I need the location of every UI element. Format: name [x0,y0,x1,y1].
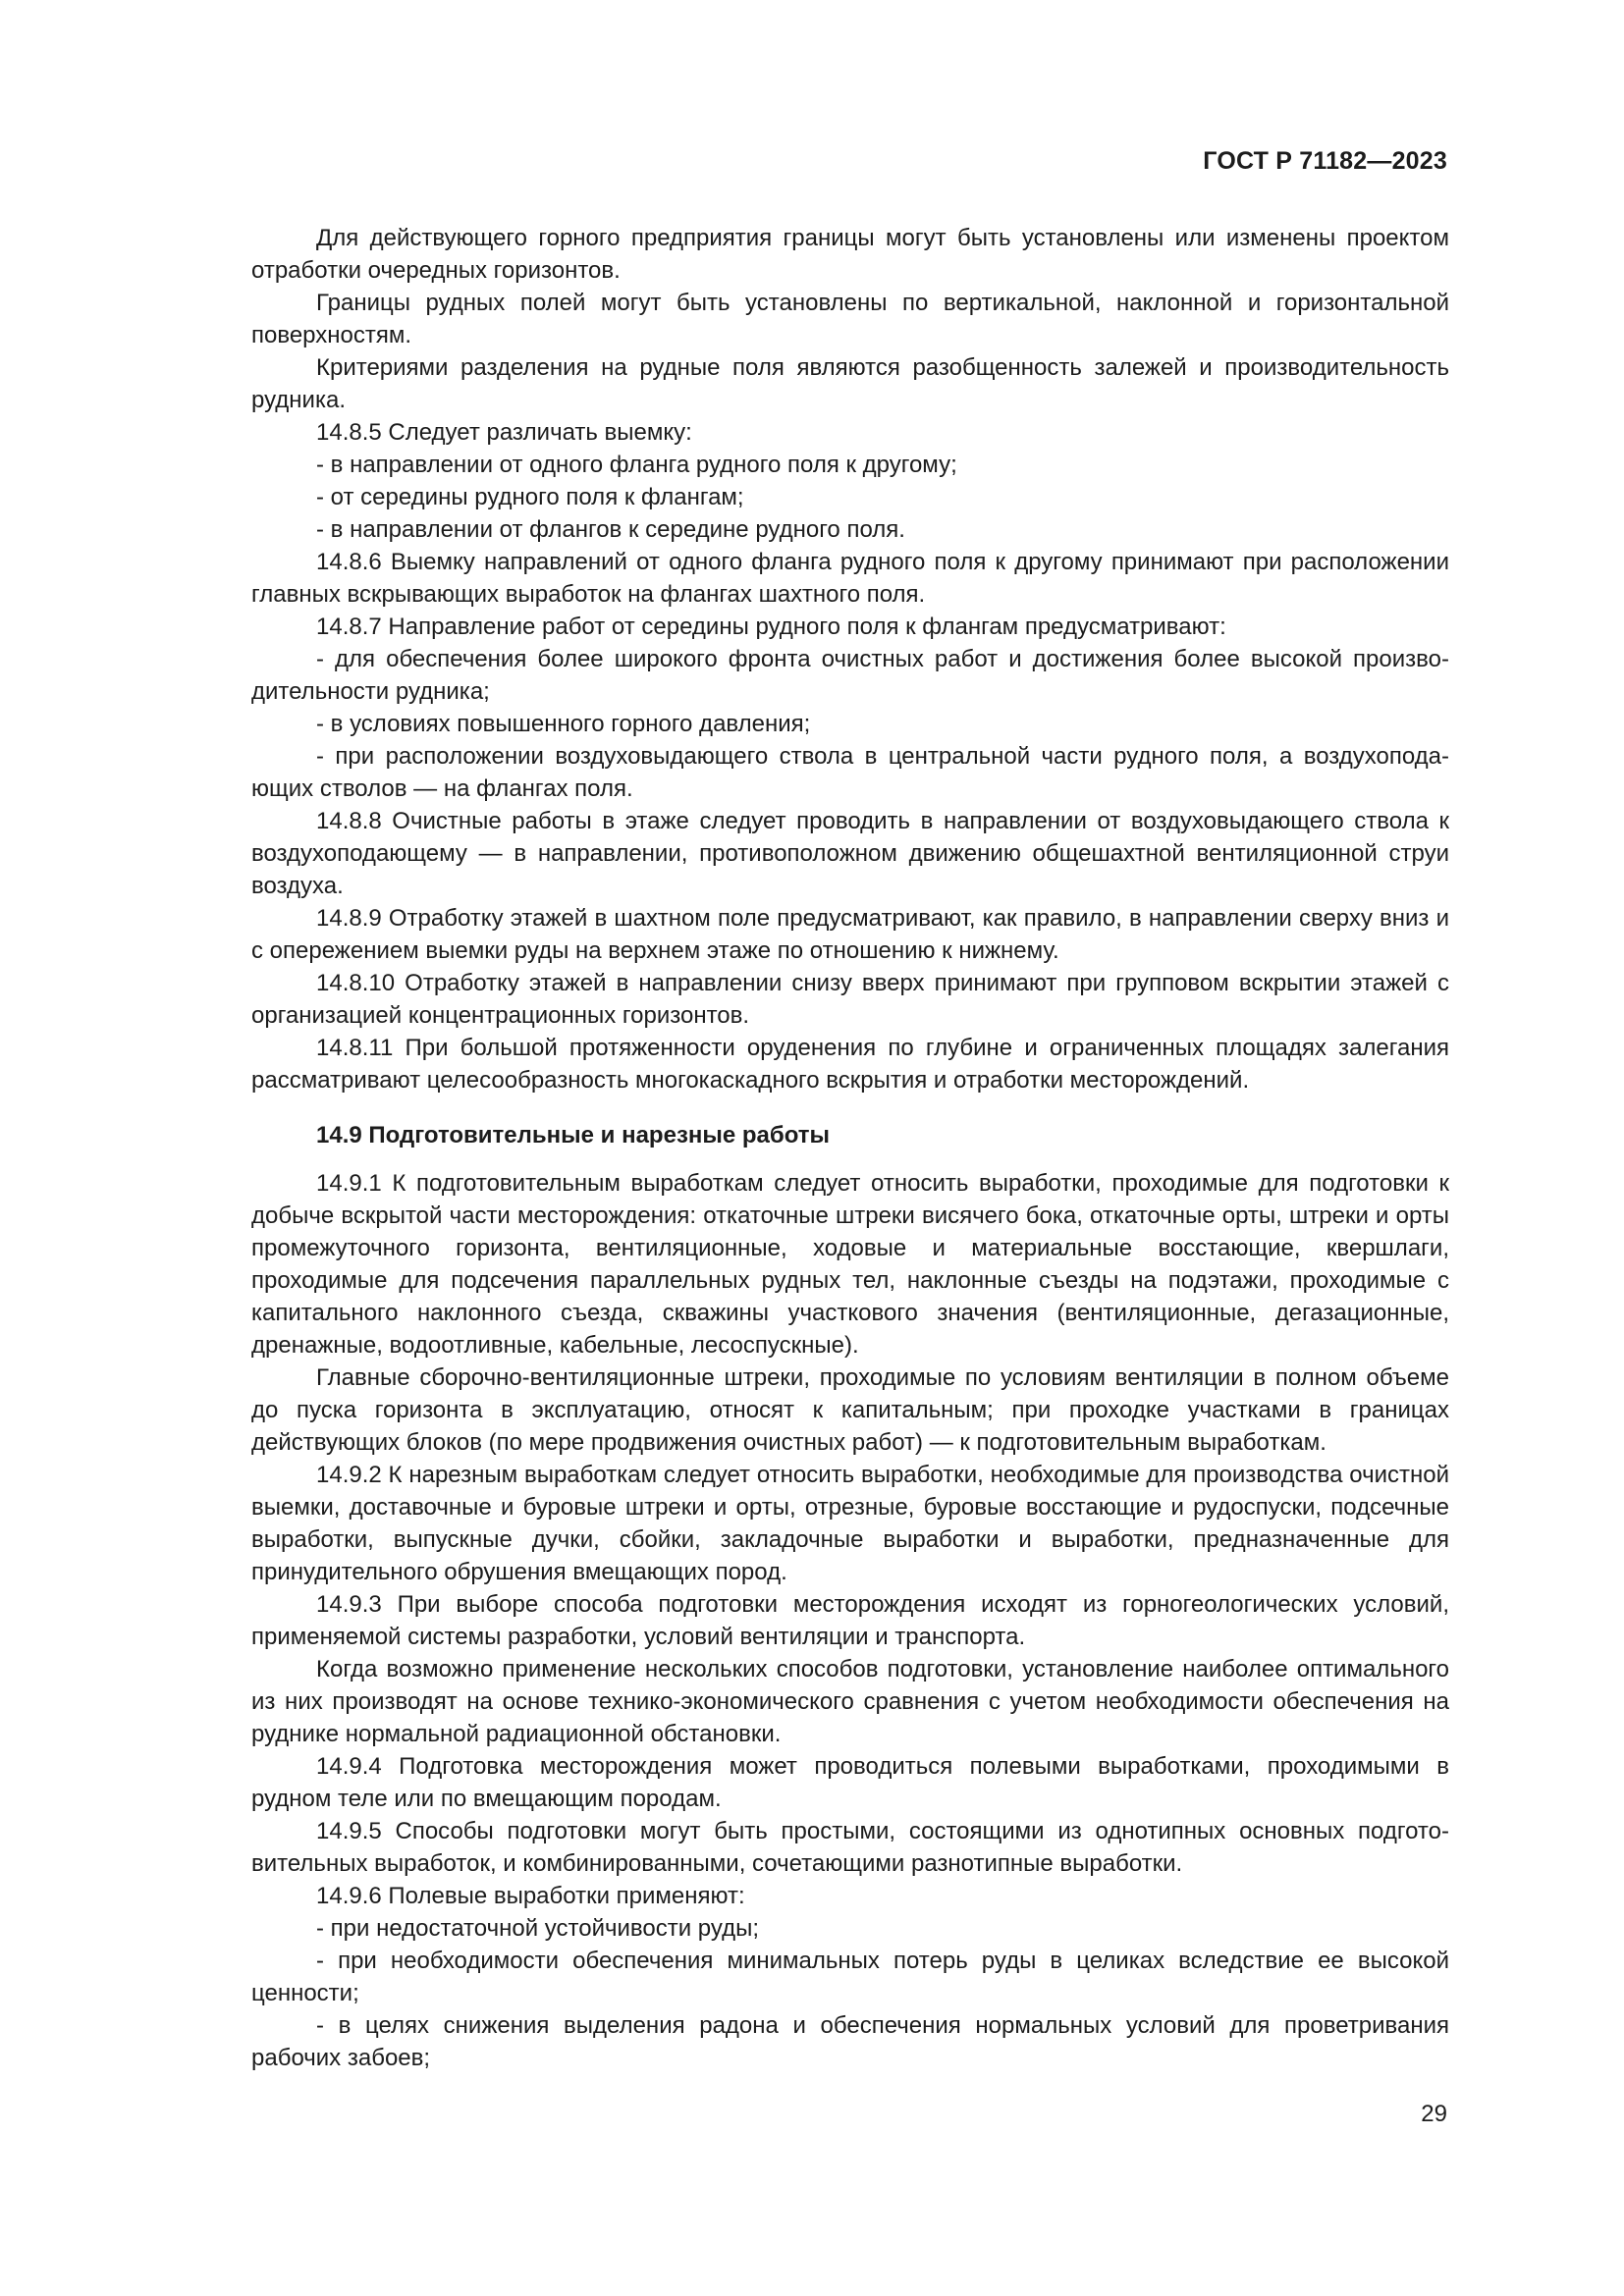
list-item: - при необходимости обеспечения минимальных потерь руды в целиках вследствие ее высокой ценности; [251,1948,1449,2006]
paragraph: Главные сборочно-вентиляционные штреки, проходимые по условиям вентиляции в полном объеме до пуска горизонта в эксплуатацию, относят к капитальным; при проходке участками в границах действующих блоков (по мере продвижения очистных работ) — к подготовительным выработкам. [251,1364,1449,1456]
document-body [251,222,1449,2074]
clause-14-8-7: 14.8.7 Направление работ от середины рудного поля к флангам предусматривают: [316,614,1226,640]
list-item: - при недостаточной устойчивости руды; [316,1915,759,1942]
section-heading-14-9: 14.9 Подготовительные и нарезные работы [316,1122,831,1148]
list-item: - в условиях повышенного горного давления; [316,711,811,737]
list-item: - в направлении от одного фланга рудного поля к другому; [316,452,957,478]
clause-14-8-9: 14.8.9 Отработку этажей в шахтном поле предусматривают, как правило, в направлении сверху вниз и с опережением выемки руды на верхнем этаже по отношению к нижнему. [251,905,1449,964]
list-item: - в целях снижения выделения радона и обеспечения нормальных условий для проветривания рабочих забоев; [251,2012,1449,2071]
paragraph: Границы рудных полей могут быть установлены по вертикальной, наклонной и горизонтальной поверхностям. [251,290,1449,348]
clause-14-9-2: 14.9.2 К нарезным выработкам следует относить выработки, необходимые для производства очистной выемки, доставочные и буровые штреки и орты, отрезные, буровые восстающие и рудоспуски, подсечные выработки, выпускные дучки, сбойки, закладочные выработки и выработки, предназначенные для принудительного обрушения вмещающих пород. [251,1462,1449,1585]
list-item: - от середины рудного поля к флангам; [316,484,744,510]
list-item: - при расположении воздуховыдающего ствола в центральной части рудного поля, а воздухоподающих стволов — на флангах поля. [251,743,1449,802]
document-id: ГОСТ Р 71182—2023 [1203,147,1447,175]
paragraph: Когда возможно применение нескольких способов подготовки, установление наиболее оптимального из них производят на основе технико-экономического сравнения с учетом необходимости обеспечения на руднике нормальной радиационной обстановки. [251,1656,1449,1747]
clause-14-9-4: 14.9.4 Подготовка месторождения может проводиться полевыми выработками, проходимыми в рудном теле или по вмещающим породам. [251,1753,1449,1812]
clause-14-9-3: 14.9.3 При выборе способа подготовки месторождения исходят из горногеологических условий, применяемой системы разработки, условий вентиляции и транспорта. [251,1591,1449,1650]
list-item: - для обеспечения более широкого фронта очистных работ и достижения более высокой производительности рудника; [251,646,1449,705]
paragraph: Критериями разделения на рудные поля являются разобщенность залежей и производительность рудника. [251,354,1449,413]
clause-14-8-6: 14.8.6 Выемку направлений от одного фланга рудного поля к другому принимают при расположении главных вскрывающих выработок на флангах шахтного поля. [251,549,1449,608]
page-number: 29 [1421,2101,1447,2127]
clause-14-8-10: 14.8.10 Отработку этажей в направлении снизу вверх принимают при групповом вскрытии этажей с организацией концентрационных горизонтов. [251,970,1449,1029]
clause-14-8-8: 14.8.8 Очистные работы в этаже следует проводить в направлении от воздуховыдающего ствола к воздухоподающему — в направлении, противоположном движению общешахтной вентиляционной струи воздуха. [251,808,1449,899]
list-item: - в направлении от флангов к середине рудного поля. [316,516,905,543]
clause-14-8-5: 14.8.5 Следует различать выемку: [316,419,692,446]
clause-14-9-1: 14.9.1 К подготовительным выработкам следует относить выработки, проходимые для подготовки к добыче вскрытой части месторождения: откаточные штреки висячего бока, откаточные орты, штреки и орты промежуточного горизонта, вентиляционные, ходовые и материальные восстающие, квершлаги, проходимые для подсечения параллельных рудных тел, наклонные съезды на подэтажи, проходимые с капитального наклонного съезда, скважины участкового значения (вентиляционные, дегазационные, дренажные, водоотливные, кабельные, лесоспускные). [251,1170,1449,1359]
clause-14-9-5: 14.9.5 Способы подготовки могут быть простыми, состоящими из однотипных основных подготовительных выработок, и комбинированными, сочетающими разнотипные выработки. [251,1818,1449,1877]
clause-14-8-11: 14.8.11 При большой протяженности оруденения по глубине и ограниченных площадях залегания рассматривают целесообразность многокаскадного вскрытия и отработки месторождений. [251,1035,1449,1094]
clause-14-9-6: 14.9.6 Полевые выработки применяют: [316,1883,745,1909]
paragraph: Для действующего горного предприятия границы могут быть установлены или изменены проектом отработки очередных горизонтов. [251,225,1449,284]
